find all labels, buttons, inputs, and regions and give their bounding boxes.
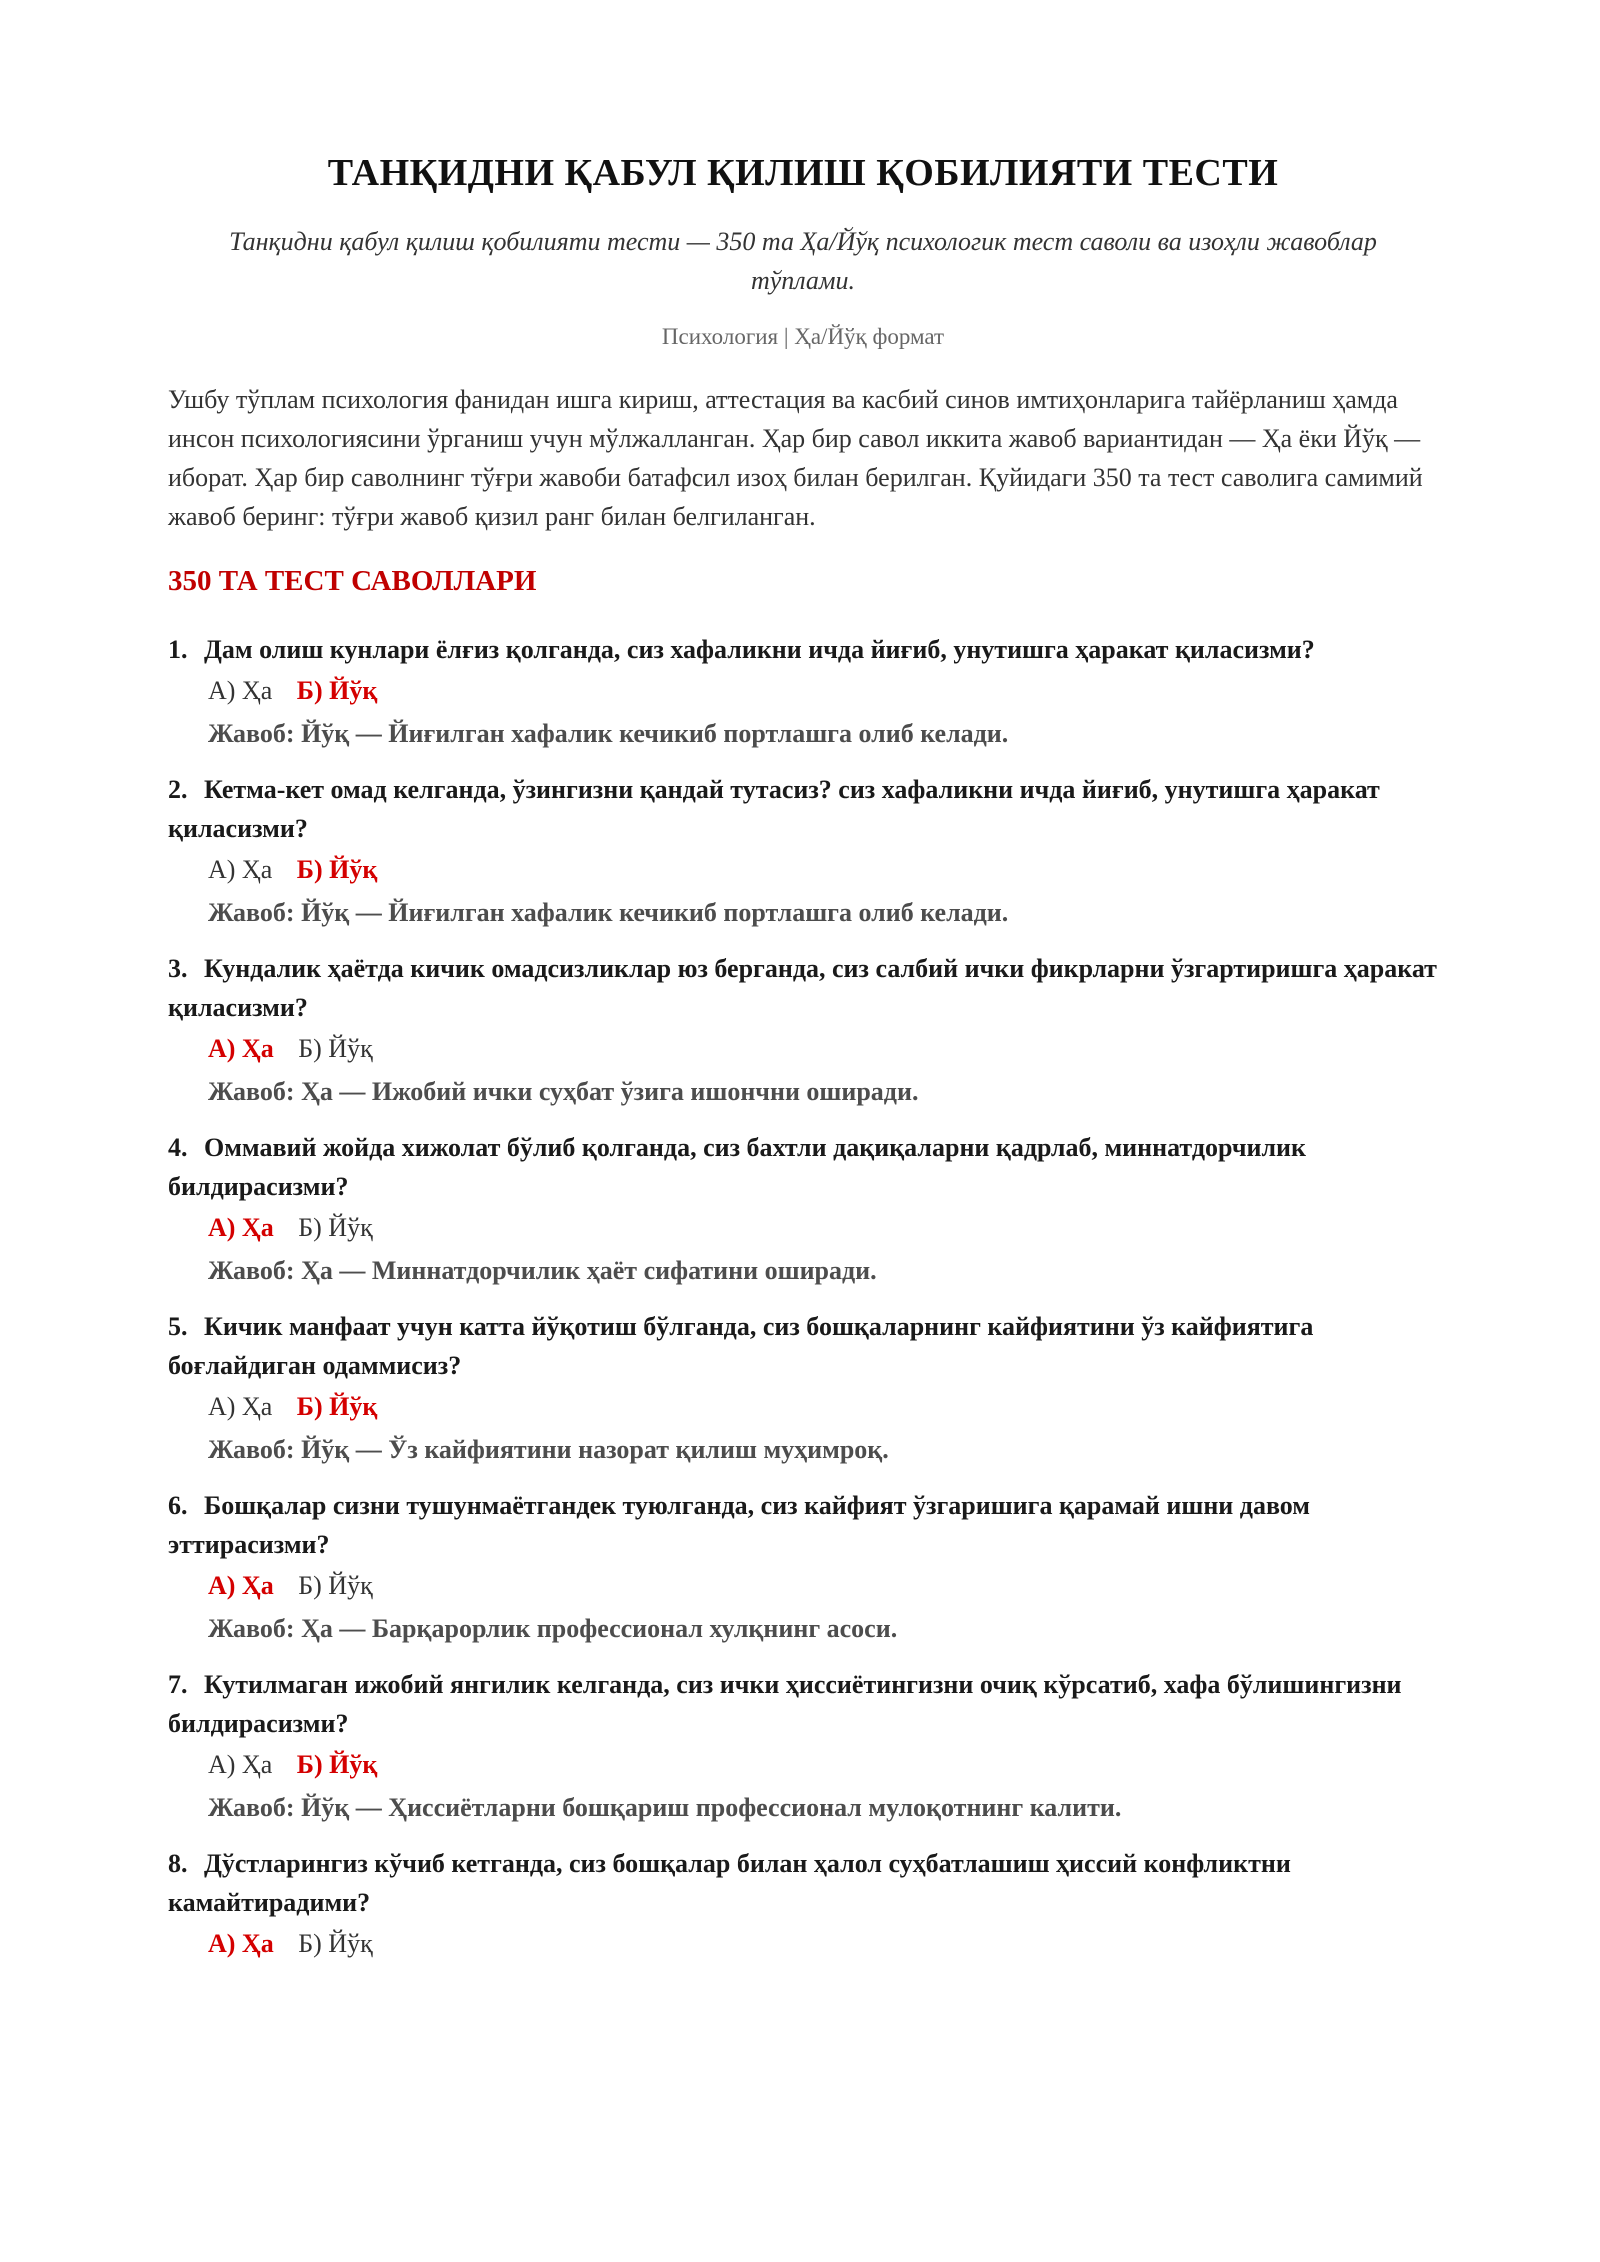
question-body: Кетма-кет омад келганда, ўзингизни қандай тутасиз? сиз хафаликни ичда йиғиб, унутишга ҳаракат қиласизми? xyxy=(168,775,1380,843)
document-title: ТАНҚИДНИ ҚАБУЛ ҚИЛИШ ҚОБИЛИЯТИ ТЕСТИ xyxy=(327,152,1279,194)
question-options xyxy=(168,1385,1438,1429)
question-answer: Жавоб: Йўқ — Йиғилган хафалик кечикиб портлашга олиб келади. xyxy=(208,719,1009,748)
question-item xyxy=(168,1844,1438,1966)
question-list xyxy=(168,630,1438,1966)
question-options xyxy=(168,848,1438,892)
question-item xyxy=(168,949,1438,1113)
question-body: Кутилмаган ижобий янгилик келганда, сиз ички ҳиссиётингизни очиқ кўрсатиб, хафа бўлишингизни билдирасизми? xyxy=(168,1670,1402,1738)
question-options xyxy=(168,1743,1438,1787)
question-text xyxy=(168,1486,1438,1564)
option-a[interactable]: А) Ҳа xyxy=(208,855,273,884)
question-number: 4. xyxy=(168,1133,188,1162)
question-text xyxy=(168,1844,1438,1922)
question-body: Дам олиш кунлари ёлғиз қолганда, сиз хафаликни ичда йиғиб, унутишга ҳаракат қиласизми? xyxy=(204,635,1315,664)
question-number: 6. xyxy=(168,1491,188,1520)
question-options xyxy=(168,1206,1438,1250)
option-b[interactable]: Б) Йўқ xyxy=(296,1750,378,1779)
question-text xyxy=(168,1307,1438,1385)
option-b[interactable]: Б) Йўқ xyxy=(296,676,378,705)
question-answer: Жавоб: Йўқ — Йиғилган хафалик кечикиб портлашга олиб келади. xyxy=(208,898,1009,927)
question-text xyxy=(168,770,1438,848)
question-answer: Жавоб: Йўқ — Ўз кайфиятини назорат қилиш муҳимроқ. xyxy=(208,1435,889,1464)
option-a[interactable]: А) Ҳа xyxy=(208,1571,274,1600)
question-answer: Жавоб: Ҳа — Барқарорлик профессионал хулқнинг асоси. xyxy=(208,1614,898,1643)
question-options xyxy=(168,669,1438,713)
option-a[interactable]: А) Ҳа xyxy=(208,1392,273,1421)
question-text xyxy=(168,1128,1438,1206)
question-body: Кундалик ҳаётда кичик омадсизликлар юз берганда, сиз салбий ички фикрларни ўзгартиришга ҳаракат қиласизми? xyxy=(168,954,1437,1022)
question-text xyxy=(168,630,1438,669)
option-b[interactable]: Б) Йўқ xyxy=(296,855,378,884)
section-title: 350 ТА ТЕСТ САВОЛЛАРИ xyxy=(168,565,537,597)
option-a[interactable]: А) Ҳа xyxy=(208,1034,274,1063)
intro-paragraph: Ушбу тўплам психология фанидан ишга кириш, аттестация ва касбий синов имтиҳонларига тайёрланиш ҳамда инсон психологиясини ўрганиш учун мўлжалланган. Ҳар бир савол иккита жавоб вариантидан — Ҳа ёки Йўқ — иборат. Ҳар бир саволнинг тўғри жавоби батафсил изоҳ билан берилган. Қуйидаги 350 та тест саволига самимий жавоб беринг: тўғри жавоб қизил ранг билан белгиланган. xyxy=(168,385,1423,531)
question-number: 8. xyxy=(168,1849,188,1878)
question-item xyxy=(168,1665,1438,1829)
question-options xyxy=(168,1027,1438,1071)
question-body: Бошқалар сизни тушунмаётгандек туюлганда, сиз кайфият ўзгаришига қарамай ишни давом эттирасизми? xyxy=(168,1491,1311,1559)
option-b[interactable]: Б) Йўқ xyxy=(298,1929,373,1958)
question-number: 7. xyxy=(168,1670,188,1699)
question-answer: Жавоб: Йўқ — Ҳиссиётларни бошқариш профессионал мулоқотнинг калити. xyxy=(208,1793,1122,1822)
question-answer: Жавоб: Ҳа — Ижобий ички суҳбат ўзига ишончни оширади. xyxy=(208,1077,919,1106)
question-body: Оммавий жойда хижолат бўлиб қолганда, сиз бахтли дақиқаларни қадрлаб, миннатдорчилик билдирасизми? xyxy=(168,1133,1307,1201)
question-text xyxy=(168,1665,1438,1743)
document-subtitle: Танқидни қабул қилиш қобилияти тести — 350 та Ҳа/Йўқ психологик тест саволи ва изоҳли жавоблар тўплами. xyxy=(229,227,1377,295)
option-b[interactable]: Б) Йўқ xyxy=(298,1213,373,1242)
question-options xyxy=(168,1564,1438,1608)
question-number: 1. xyxy=(168,635,188,664)
question-item xyxy=(168,1307,1438,1471)
document-meta: Психология | Ҳа/Йўқ формат xyxy=(661,324,945,349)
question-item xyxy=(168,1486,1438,1650)
question-number: 3. xyxy=(168,954,188,983)
question-item xyxy=(168,770,1438,934)
question-text xyxy=(168,949,1438,1027)
option-b[interactable]: Б) Йўқ xyxy=(296,1392,378,1421)
question-body: Кичик манфаат учун катта йўқотиш бўлганда, сиз бошқаларнинг кайфиятини ўз кайфиятига боғлайдиган одаммисиз? xyxy=(168,1312,1314,1380)
document-page xyxy=(168,150,1438,1981)
question-options xyxy=(168,1922,1438,1966)
question-body: Дўстларингиз кўчиб кетганда, сиз бошқалар билан ҳалол суҳбатлашиш ҳиссий конфликтни камайтирадими? xyxy=(168,1849,1291,1917)
question-item xyxy=(168,1128,1438,1292)
question-number: 5. xyxy=(168,1312,188,1341)
question-answer: Жавоб: Ҳа — Миннатдорчилик ҳаёт сифатини оширади. xyxy=(208,1256,877,1285)
option-b[interactable]: Б) Йўқ xyxy=(298,1571,373,1600)
option-b[interactable]: Б) Йўқ xyxy=(298,1034,373,1063)
question-item xyxy=(168,630,1438,755)
option-a[interactable]: А) Ҳа xyxy=(208,1929,274,1958)
option-a[interactable]: А) Ҳа xyxy=(208,1750,273,1779)
question-number: 2. xyxy=(168,775,188,804)
option-a[interactable]: А) Ҳа xyxy=(208,676,273,705)
option-a[interactable]: А) Ҳа xyxy=(208,1213,274,1242)
